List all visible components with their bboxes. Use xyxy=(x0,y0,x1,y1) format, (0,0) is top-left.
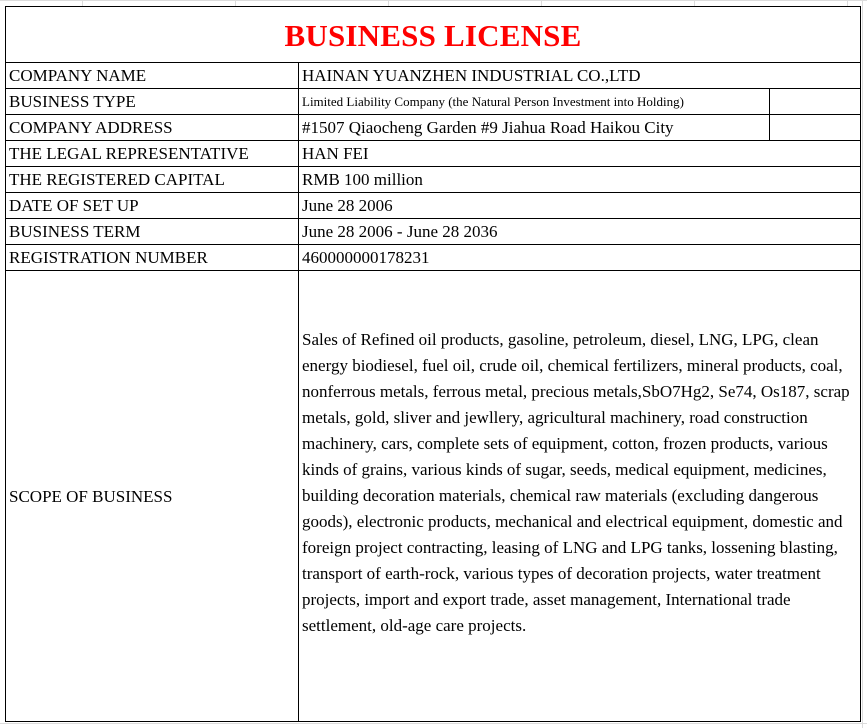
field-row-registration-number xyxy=(6,245,860,271)
field-value: June 28 2006 xyxy=(302,196,393,215)
field-value: #1507 Qiaocheng Garden #9 Jiahua Road Haikou City xyxy=(302,118,674,137)
field-label: THE REGISTERED CAPITAL xyxy=(6,167,299,192)
empty-cell xyxy=(769,89,862,114)
field-value: HAN FEI xyxy=(302,144,369,163)
field-row-scope-of-business xyxy=(6,271,860,722)
field-row-company-name xyxy=(6,63,860,89)
field-row-legal-representative xyxy=(6,141,860,167)
grid-line xyxy=(0,0,867,1)
field-label: BUSINESS TYPE xyxy=(6,89,299,114)
field-value: Limited Liability Company (the Natural Person Investment into Holding) xyxy=(302,94,684,109)
field-row-business-term xyxy=(6,219,860,245)
empty-cell xyxy=(769,115,862,140)
grid-line xyxy=(862,0,863,728)
grid-line xyxy=(0,723,867,724)
scope-of-business-text: Sales of Refined oil products, gasoline, petroleum, diesel, LNG, LPG, clean energy biodiesel, fuel oil, crude oil, chemical fertilizers, mineral products, coal, nonferrous metals, ferrous metal, precious metals,SbO7Hg2, Se74, Os187, scrap metals, gold, sliver and jewllery, agricultural machinery, road construction machinery, cars, complete sets of equipment, cotton, frozen products, various kinds of grains, various kinds of sugar, seeds, medical equipment, medicines, building decoration materials, chemical raw materials (excluding dangerous goods), electronic products, mechanical and electrical equipment, domestic and foreign project contracting, leasing of LNG and LPG tanks, lossening blasting, transport of earth-rock, various types of decoration projects, water treatment projects, import and export trade, asset management, International trade settlement, old-age care projects. xyxy=(302,330,850,635)
field-label: COMPANY ADDRESS xyxy=(6,115,299,140)
field-value: HAINAN YUANZHEN INDUSTRIAL CO.,LTD xyxy=(302,66,641,85)
field-value: 460000000178231 xyxy=(302,248,430,267)
field-row-company-address xyxy=(6,115,860,141)
business-license-document xyxy=(5,6,861,722)
field-row-business-type xyxy=(6,89,860,115)
field-value: June 28 2006 - June 28 2036 xyxy=(302,222,498,241)
document-title: BUSINESS LICENSE xyxy=(284,17,582,53)
field-value: RMB 100 million xyxy=(302,170,423,189)
field-label xyxy=(6,271,299,722)
field-label: BUSINESS TERM xyxy=(6,219,299,244)
field-label: REGISTRATION NUMBER xyxy=(6,245,299,270)
field-label: DATE OF SET UP xyxy=(6,193,299,218)
field-label: COMPANY NAME xyxy=(6,63,299,88)
scope-label-text: SCOPE OF BUSINESS xyxy=(9,486,173,506)
field-row-registered-capital xyxy=(6,167,860,193)
title-row xyxy=(6,7,860,63)
field-label: THE LEGAL REPRESENTATIVE xyxy=(6,141,299,166)
field-row-date-of-set-up xyxy=(6,193,860,219)
